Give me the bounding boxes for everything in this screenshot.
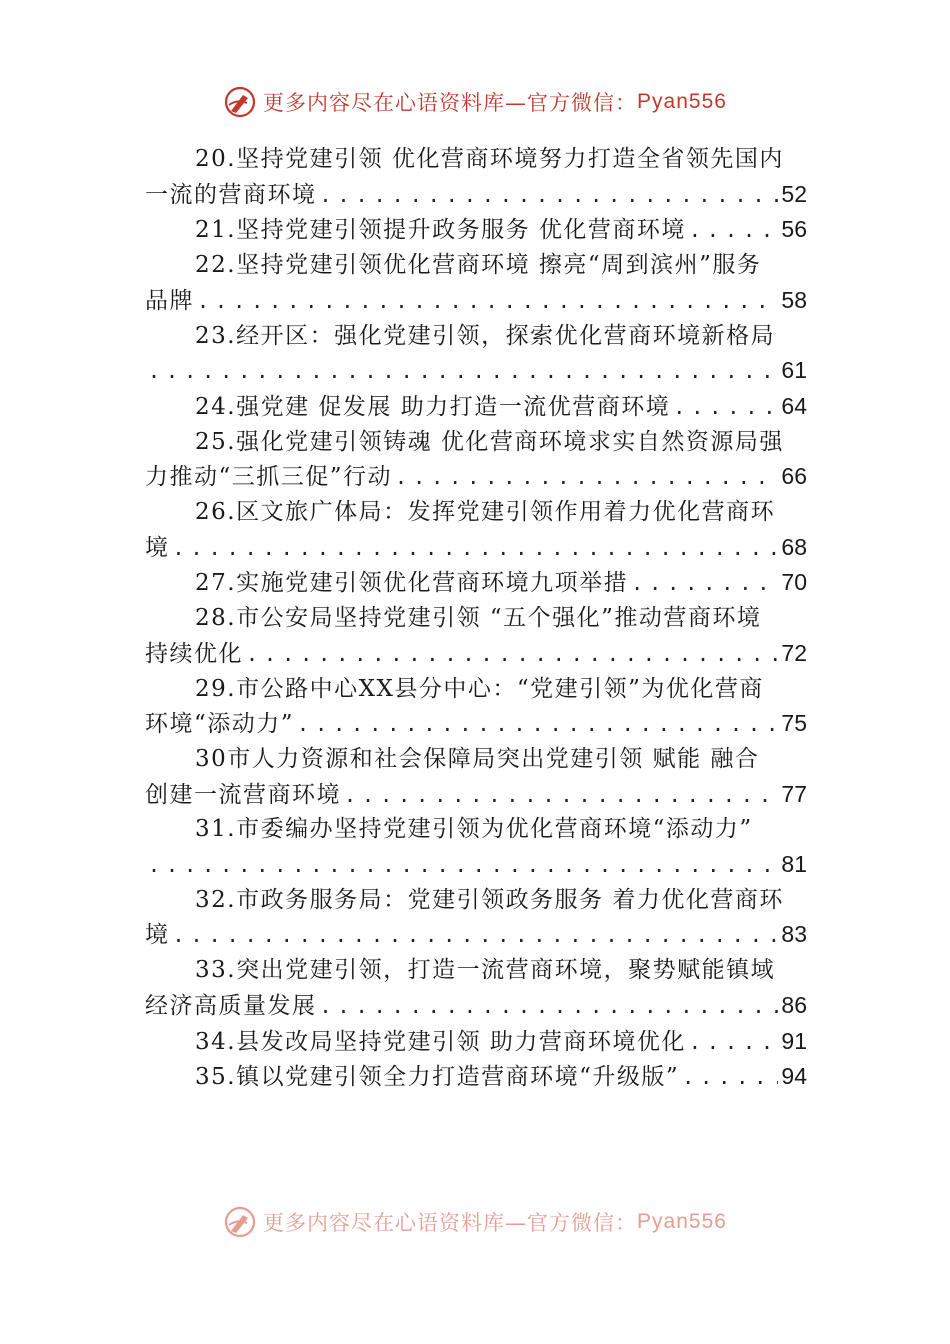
- toc-entry-title: 21.坚持党建引领提升政务服务 优化营商环境: [195, 217, 686, 244]
- dot-leader: [631, 566, 778, 601]
- toc-entry-title: 经济高质量发展: [145, 992, 317, 1019]
- toc-page-number: 52: [781, 180, 807, 207]
- toc-page-number: 94: [781, 1063, 807, 1090]
- dot-leader: [673, 390, 778, 425]
- dot-leader: [148, 354, 778, 389]
- dot-leader: [173, 918, 779, 953]
- toc-entry[interactable]: [145, 953, 807, 1023]
- toc-entry[interactable]: [145, 565, 807, 601]
- toc-entry[interactable]: [145, 812, 807, 882]
- toc-entry-title-line: 26.区文旅广体局：发挥党建引领作用着力优化营商环: [195, 499, 776, 526]
- dot-leader: [344, 778, 778, 813]
- toc-entry-title-line: 23.经开区：强化党建引领，探索优化营商环境新格局: [195, 322, 776, 349]
- toc-entry-leader-line: [145, 212, 807, 248]
- toc-entry-title: 境: [145, 922, 170, 949]
- toc-entry-title-line: 30市人力资源和社会保障局突出党建引领 赋能 融合: [195, 745, 760, 772]
- toc-page-number: 66: [781, 463, 807, 490]
- toc-entry-leader-line: [145, 917, 807, 953]
- toc-entry-title: 24.强党建 促发展 助力打造一流优营商环境: [195, 393, 671, 420]
- toc-entry-leader-line: [145, 353, 807, 389]
- toc-entry-title-line: 28.市公安局坚持党建引领 “五个强化”推动营商环境: [195, 605, 762, 632]
- toc-entry-leader-line: [145, 636, 807, 672]
- toc-page-number: 77: [781, 780, 807, 807]
- toc-entry[interactable]: [145, 742, 807, 812]
- dot-leader: [148, 848, 778, 883]
- toc-page-number: 81: [781, 851, 807, 878]
- dot-leader: [682, 1060, 778, 1095]
- dot-leader: [173, 531, 779, 566]
- toc-entry-title-line: 31.市委编办坚持党建引领为优化营商环境“添动力”: [195, 816, 753, 843]
- banner-text: 更多内容尽在心语资料库—官方微信：: [263, 1211, 638, 1235]
- toc-entry-leader-line: [145, 777, 807, 813]
- toc-entry-leader-line: [145, 530, 807, 566]
- dot-leader: [320, 178, 779, 213]
- toc-entry[interactable]: [145, 883, 807, 953]
- toc-entry[interactable]: [145, 212, 807, 248]
- toc-entry-leader-line: [145, 389, 807, 425]
- toc-entry-leader-line: [145, 177, 807, 213]
- toc-entry[interactable]: [145, 142, 807, 212]
- toc-page-number: 70: [781, 569, 807, 596]
- dot-leader: [246, 637, 778, 672]
- toc-entry[interactable]: [145, 495, 807, 565]
- toc-entry-title: 品牌: [145, 287, 194, 314]
- toc-entry-title: 持续优化: [145, 640, 243, 667]
- toc-page-number: 86: [781, 991, 807, 1018]
- toc-entry-title-line: 32.市政务服务局：党建引领政务服务 着力优化营商环: [195, 886, 784, 913]
- toc-entry[interactable]: [145, 248, 807, 318]
- dot-leader: [297, 707, 778, 742]
- toc-entry[interactable]: [145, 319, 807, 389]
- toc-entry-title: 创建一流营商环境: [145, 781, 341, 808]
- toc-entry-leader-line: [145, 847, 807, 883]
- toc-entry[interactable]: [145, 389, 807, 425]
- toc-entry-leader-line: [145, 565, 807, 601]
- banner-text: 更多内容尽在心语资料库—官方微信：: [263, 91, 638, 115]
- toc-entry-leader-line: [145, 706, 807, 742]
- pen-nib-logo-icon: [223, 85, 257, 119]
- toc-page-number: 68: [781, 533, 807, 560]
- pen-nib-logo-icon: [223, 1205, 257, 1239]
- banner-wechat-id: Pyan556: [637, 90, 727, 113]
- toc-entry[interactable]: [145, 1059, 807, 1095]
- toc-entry-title-line: 33.突出党建引领，打造一流营商环境，聚势赋能镇域: [195, 957, 776, 984]
- dot-leader: [320, 989, 779, 1024]
- toc-entry-title: 一流的营商环境: [145, 181, 317, 208]
- dot-leader: [197, 284, 778, 319]
- toc-entry-title: 境: [145, 534, 170, 561]
- dot-leader: [689, 213, 779, 248]
- toc-page-number: 64: [781, 392, 807, 419]
- toc-entry-leader-line: [145, 1059, 807, 1095]
- toc-entry-title: 34.县发改局坚持党建引领 助力营商环境优化: [195, 1028, 686, 1055]
- toc-page-number: 61: [781, 357, 807, 384]
- toc-page-number: 75: [781, 710, 807, 737]
- toc-entry-title-line: 22.坚持党建引领优化营商环境 擦亮“周到滨州”服务: [195, 252, 762, 279]
- toc-entry-title-line: 25.强化党建引领铸魂 优化营商环境求实自然资源局强: [195, 428, 784, 455]
- toc-entry[interactable]: [145, 425, 807, 495]
- toc-entry-title: 环境“添动力”: [145, 711, 295, 738]
- toc-page-number: 72: [781, 639, 807, 666]
- toc-entry-leader-line: [145, 988, 807, 1024]
- dot-leader: [395, 460, 778, 495]
- toc-entry-title: 35.镇以党建引领全力打造营商环境“升级版”: [195, 1064, 680, 1091]
- toc-entry[interactable]: [145, 1024, 807, 1060]
- toc-entry-title-line: 29.市公路中心XX县分中心：“党建引领”为优化营商: [195, 675, 764, 702]
- banner-wechat-id: Pyan556: [637, 1210, 727, 1233]
- toc-page-number: 58: [781, 286, 807, 313]
- toc-page-number: 56: [781, 216, 807, 243]
- toc-entry-leader-line: [145, 283, 807, 319]
- toc-page-number: 83: [781, 921, 807, 948]
- toc-page-number: 91: [781, 1027, 807, 1054]
- dot-leader: [689, 1025, 779, 1060]
- header-watermark-banner: [0, 82, 950, 122]
- toc-entry-title: 27.实施党建引领优化营商环境九项举措: [195, 570, 629, 597]
- toc-entry-leader-line: [145, 1024, 807, 1060]
- toc-entry-title: 力推动“三抓三促”行动: [145, 464, 393, 491]
- toc-entry-title-line: 20.坚持党建引领 优化营商环境努力打造全省领先国内: [195, 146, 784, 172]
- toc-entry[interactable]: [145, 601, 807, 671]
- toc-entry-leader-line: [145, 459, 807, 495]
- footer-watermark-banner: [0, 1202, 950, 1242]
- toc-entry[interactable]: [145, 672, 807, 742]
- table-of-contents: [145, 142, 807, 1095]
